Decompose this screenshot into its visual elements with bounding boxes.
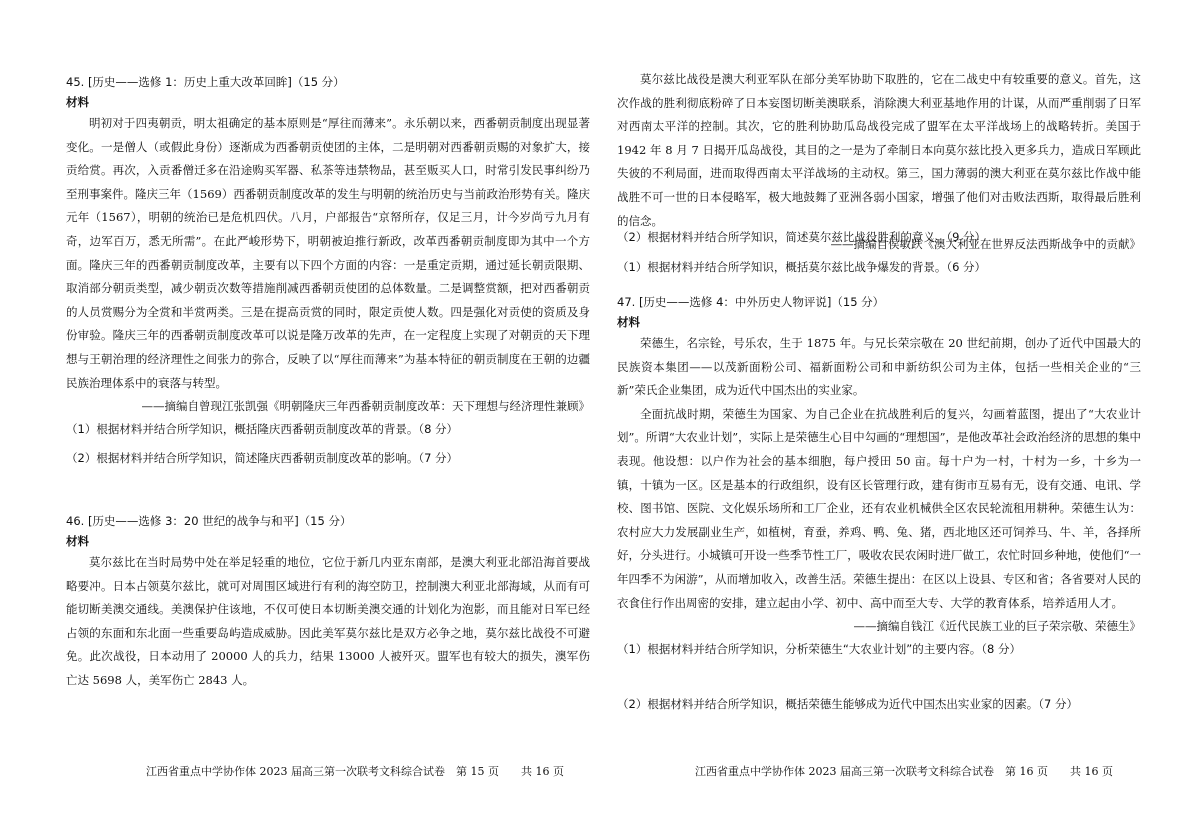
question-47: [617, 292, 1141, 660]
question-47-material-label: 材料: [617, 315, 640, 329]
question-45-material-label: 材料: [66, 95, 89, 109]
question-47-sub2: （2）根据材料并结合所学知识，概括荣德生能够成为近代中国杰出实业家的因素。（7 分）: [617, 697, 1079, 711]
page-right: [617, 0, 1141, 822]
footer-left: 江西省重点中学协作体 2023 届高三第一次联考文科综合试卷 第 15 页 共 16 页: [146, 765, 564, 778]
question-47-material-para2: 全面抗战时期，荣德生为国家、为自己企业在抗战胜利后的复兴，勾画着蓝图，提出了“大农业计划”。所谓“大农业计划”，实际上是荣德生心目中勾画的“理想国”，是他改革社会政治经济的思想的集中表现。他设想：以户作为社会的基本细胞，每户授田 50 亩。每十户为一村，十村为一乡，十乡为一镇，十镇为一区。区是基本的行政组织，设有区长管理行政，建有街市互易有无，设有交通、电讯、学校、图书馆、医院、文化娱乐场所和工厂企业，还有农业机械供全区农民轮流租用耕种。荣德生认为：农村应大力发展副业生产，如植树，育蚕，养鸡、鸭、兔、猪，西北地区还可饲养马、牛、羊，各择所好，分头进行。小城镇可开设一些季节性工厂，吸收农民农闲时进厂做工，农忙时回乡种地，使他们“一年四季不为闲游”，从而增加收入，改善生活。荣德生提出：在区以上设县、专区和省；各省要对人民的衣食住行作出周密的安排，建立起由小学、初中、高中而至大专、大学的教育体系，培养适用人才。: [617, 406, 1141, 610]
question-47-sub1: （1）根据材料并结合所学知识，分析荣德生“大农业计划”的主要内容。（8 分）: [617, 642, 1021, 657]
question-47-material-para1: 荣德生，名宗铨，号乐农，生于 1875 年。与兄长荣宗敬在 20 世纪前期，创办了近代中国最大的民族资本集团——以茂新面粉公司、福新面粉公司和申新纺织公司为主体，包括一些相关企业的“三新”荣氏企业集团，成为近代中国杰出的实业家。: [617, 336, 1141, 398]
question-46-sub1: （1）根据材料并结合所学知识，概括莫尔兹比战争爆发的背景。（6 分）: [617, 260, 987, 275]
question-45-material-text: 明初对于四夷朝贡，明太祖确定的基本原则是“厚往而薄来”。永乐朝以来，西番朝贡制度出现显著变化。一是僧人（或假此身份）逐渐成为西番朝贡使团的主体，二是明朝对西番朝贡赐的对象扩大，接贡给赏。再次，入贡番僧迁多在沿途购买军器、私茶等违禁物品，甚至贩买人口，时常引发民事纠纷乃至刑事案件。隆庆三年（1569）西番朝贡制度改革的发生与明朝的统治历史与当前政治形势有关。隆庆元年（1567），明朝的统治已是危机四伏。八月，户部报告“京帑所存，仅足三月，计今岁尚亏九月有奇，边军百万，悉无所需”。在此严峻形势下，明朝被迫推行新政，改革西番朝贡制度即为其中一个方面。隆庆三年的西番朝贡制度改革，主要有以下四个方面的内容：一是重定贡期，通过延长朝贡限期、取消部分朝贡类型，减少朝贡次数等措施削减西番朝贡使团的总体数量。二是调整赏额，把对西番朝贡的人员赏赐分为全赏和半赏两类。三是在提高贡赏的同时，限定贡使人数。四是强化对贡使的资质及身份审验。隆庆三年的西番朝贡制度改革可以说是隆万改革的先声，在一定程度上实现了对朝贡的天下理想与王朝治理的经济理性之间张力的弥合，反映了以“厚往而薄来”为基本特征的朝贡制度在王朝的边疆民族治理体系中的衰落与转型。: [66, 116, 590, 390]
question-46-material-para1: 莫尔兹比在当时局势中处在举足轻重的地位，它位于新几内亚东南部，是澳大利亚北部沿海首要战略要冲。日本占领莫尔兹比，就可对周围区域进行有利的海空防卫，控制澳大利亚北部海域，从而有可能切断美澳交通线。美澳保护住该地，不仅可使日本切断美澳交通的计划化为泡影，而且能对日军已经占领的东面和东北面一些重要岛屿造成威胁。因此美军莫尔兹比是双方必争之地，莫尔兹比战役不可避免。此次战役，日本动用了 20000 人的兵力，结果 13000 人被歼灭。盟军也有较大的损失，澳军伤亡达 5698 人，美军伤亡 2843 人。: [66, 555, 590, 687]
question-45-source: ——摘编自曾现江张凯强《明朝隆庆三年西番朝贡制度改革：天下理想与经济理性兼顾》: [141, 399, 590, 414]
question-45-heading: 45. [历史——选修 1：历史上重大改革回眸]（15 分）: [66, 75, 345, 89]
footer-right: 江西省重点中学协作体 2023 届高三第一次联考文科综合试卷 第 16 页 共 16 页: [695, 765, 1113, 778]
question-46: [66, 511, 590, 693]
question-45-sub1: （1）根据材料并结合所学知识，概括隆庆西番朝贡制度改革的背景。（8 分）: [66, 422, 459, 437]
question-47-source: ——摘编自钱江《近代民族工业的巨子荣宗敬、荣德生》: [853, 619, 1141, 634]
question-47-heading: 47. [历史——选修 4：中外历史人物评说]（15 分）: [617, 295, 885, 309]
question-46-material-label: 材料: [66, 534, 89, 548]
question-46-material-para2: 莫尔兹比战役是澳大利亚军队在部分美军协助下取胜的，它在二战史中有较重要的意义。首先，这次作战的胜利彻底粉碎了日本妄图切断美澳联系，消除澳大利亚基地作用的计谋，从而严重削弱了日军对西南太平洋的控制。其次，它的胜利协助瓜岛战役完成了盟军在太平洋战场上的战略转折。美国于 1942 年 8 月 7 日揭开瓜岛战役，其目的之一是为了牵制日本向莫尔兹比投入更多兵力，造成日军顾此失彼的不利局面，进而取得西南太平洋战场的主动权。第三，国力薄弱的澳大利亚在莫尔兹比作战中能战胜不可一世的日本侵略军，极大地鼓舞了亚洲各弱小国家，增强了他们对击败法西斯，取得最后胜利的信念。: [617, 72, 1141, 228]
question-45-sub2: （2）根据材料并结合所学知识，简述隆庆西番朝贡制度改革的影响。（7 分）: [66, 451, 459, 465]
question-45: [66, 72, 590, 440]
question-46-heading: 46. [历史——选修 3：20 世纪的战争与和平]（15 分）: [66, 514, 352, 528]
question-46-source: ——摘编自侯敏跃《澳大利亚在世界反法西斯战争中的贡献》: [830, 237, 1141, 252]
question-46-sub2: （2）根据材料并结合所学知识，简述莫尔兹比战役胜利的意义。（9 分）: [617, 230, 987, 244]
page-left: [66, 0, 590, 822]
